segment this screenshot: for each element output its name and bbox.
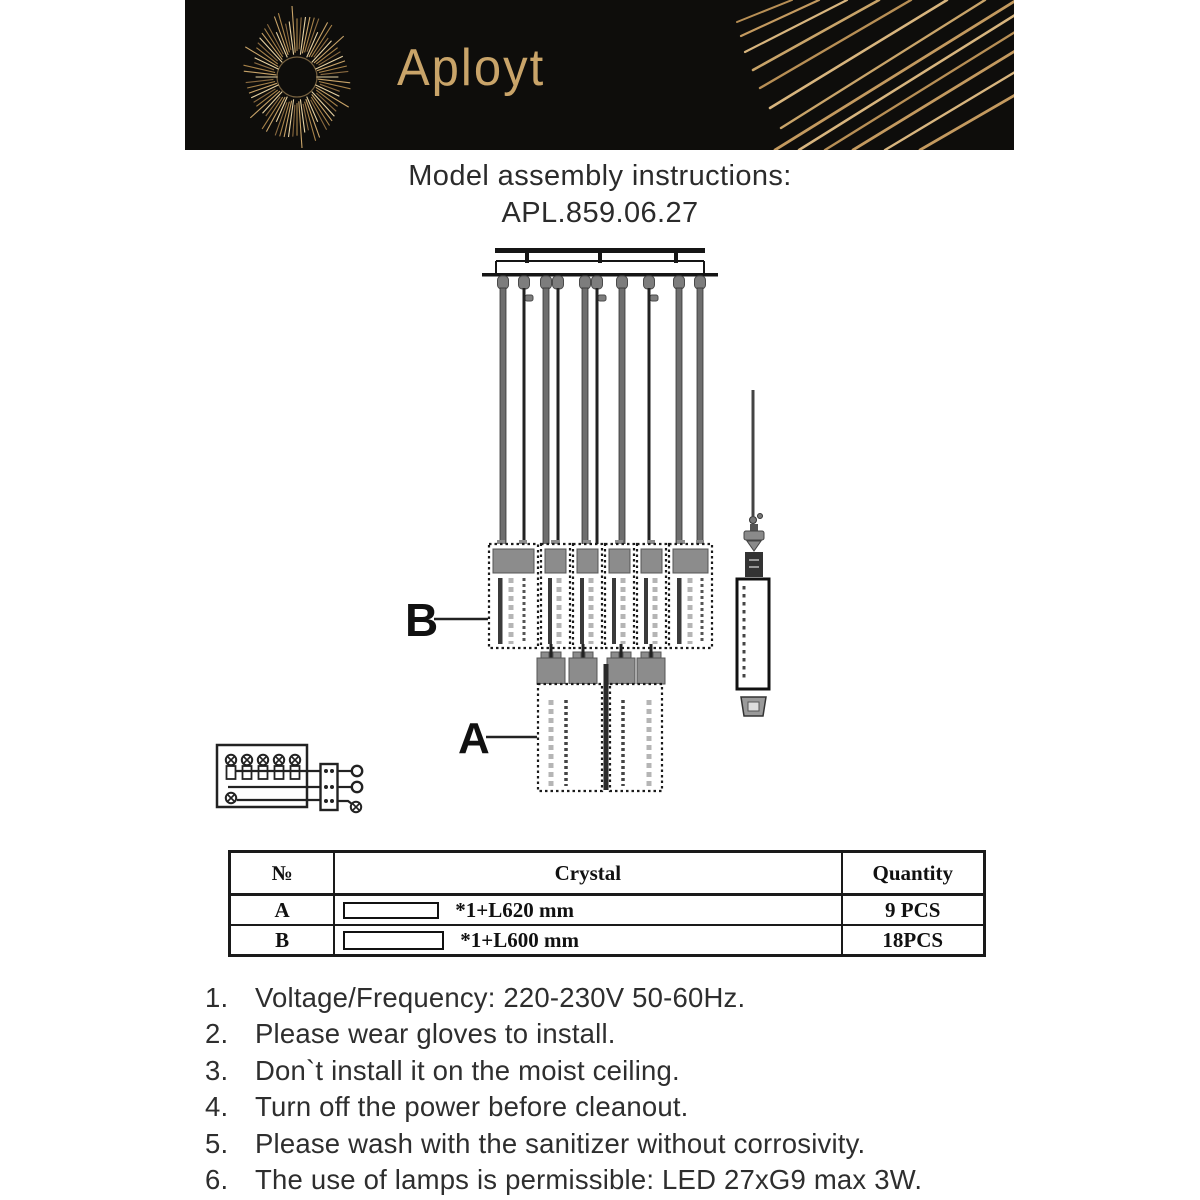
svg-text:B: B	[405, 594, 439, 646]
item-number: 2.	[205, 1018, 229, 1050]
list-item	[205, 1162, 1005, 1198]
row-quantity: 9 PCS	[842, 895, 985, 926]
brand-banner	[185, 0, 1014, 150]
table-row	[230, 925, 985, 956]
list-item	[205, 1016, 1005, 1052]
wiring-diagram	[217, 745, 362, 812]
svg-text:A: A	[458, 714, 490, 763]
model-number: APL.859.06.27	[501, 197, 699, 229]
crystal-spec	[335, 928, 840, 953]
crystal-size: *1+L620 mm	[455, 897, 574, 922]
item-text: Please wear gloves to install.	[255, 1018, 616, 1050]
list-item	[205, 1053, 1005, 1089]
starburst-logo-icon	[244, 6, 351, 148]
list-item	[205, 980, 1005, 1016]
row-quantity: 18PCS	[842, 925, 985, 956]
ceiling-mount	[482, 248, 718, 277]
list-item	[205, 1089, 1005, 1125]
crystal-tubes-A	[537, 644, 665, 791]
list-item	[205, 1126, 1005, 1162]
table-header-row	[230, 852, 985, 895]
col-header-crystal: Crystal	[334, 852, 841, 895]
assembly-diagram	[180, 240, 820, 840]
item-number: 3.	[205, 1054, 229, 1086]
col-header-quantity: Quantity	[842, 852, 985, 895]
crystal-shape-icon	[343, 931, 444, 950]
crystal-tubes-B	[489, 540, 712, 648]
item-text: Voltage/Frequency: 220-230V 50-60Hz.	[255, 982, 746, 1013]
crystal-size: *1+L600 mm	[460, 927, 579, 952]
instructions-list	[205, 980, 1005, 1198]
ray-fan-icon	[737, 0, 1014, 150]
suspension-rods	[498, 276, 706, 546]
item-number: 5.	[205, 1127, 229, 1159]
item-number: 4.	[205, 1091, 229, 1123]
label-A	[458, 714, 537, 763]
pendant-detail	[737, 390, 769, 716]
banner-decor	[185, 0, 1014, 150]
document-title	[0, 160, 1200, 230]
title-line: Model assembly instructions:	[408, 160, 792, 192]
item-number: 6.	[205, 1164, 229, 1196]
row-num: B	[230, 925, 335, 956]
item-text: The use of lamps is permissible: LED 27xG9 max 3W.	[255, 1164, 923, 1196]
crystal-spec	[335, 898, 840, 923]
row-num: A	[230, 895, 335, 926]
brand-logotype: Aployt	[397, 39, 546, 97]
col-header-num: №	[230, 852, 335, 895]
item-text: Please wash with the sanitizer without corrosivity.	[255, 1127, 866, 1159]
table-row	[230, 895, 985, 926]
parts-table	[228, 850, 986, 957]
crystal-shape-icon	[343, 902, 439, 919]
item-text: Don`t install it on the moist ceiling.	[255, 1054, 680, 1086]
item-text: Turn off the power before cleanout.	[255, 1091, 689, 1123]
item-number: 1.	[205, 982, 229, 1013]
label-B	[405, 594, 488, 646]
